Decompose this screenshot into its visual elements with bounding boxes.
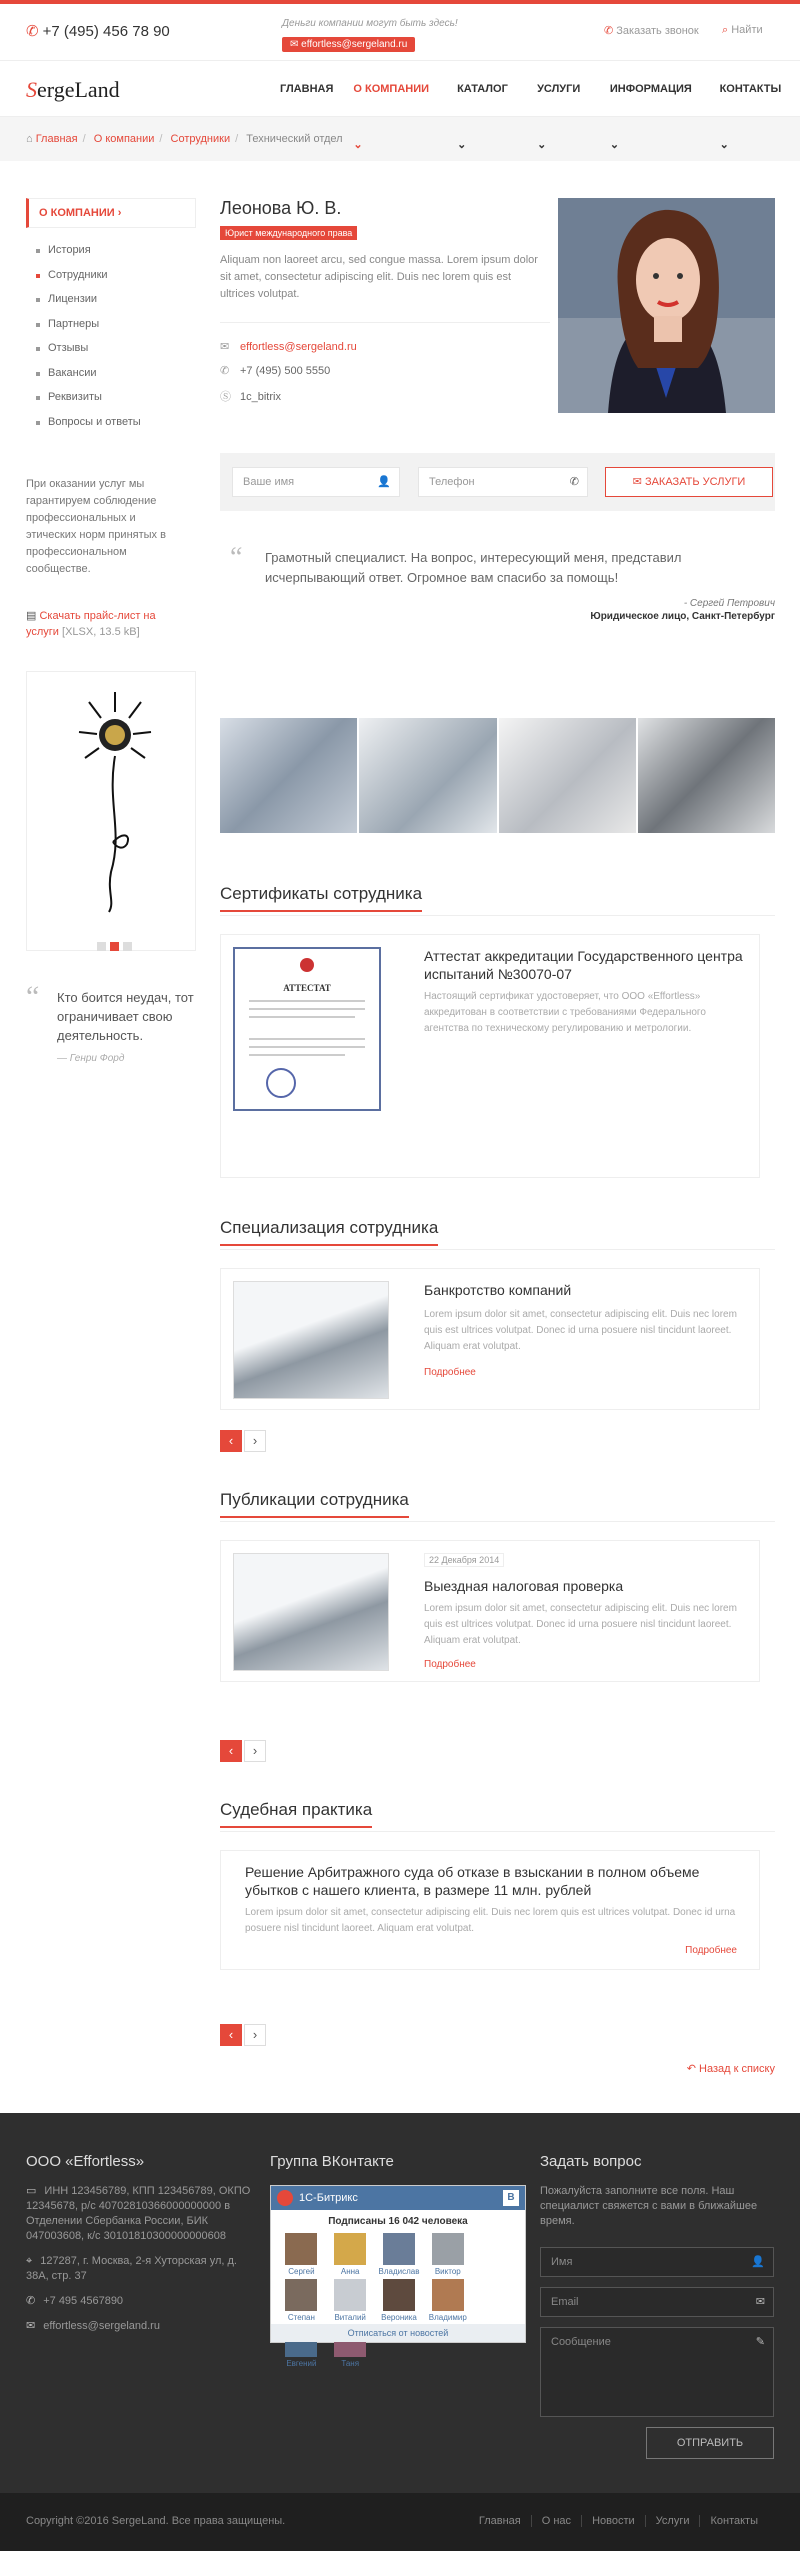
- avatar: [383, 2279, 415, 2311]
- publication-image[interactable]: [233, 1553, 389, 1671]
- sidebar-text: При оказании услуг мы гарантируем соблюдение профессиональных и этических норм принятых в профессиональном сообществе.: [26, 478, 166, 575]
- vk-member-name: Вероника: [381, 2313, 417, 2322]
- footer-address: [26, 2254, 256, 2284]
- divider: [220, 915, 775, 916]
- avatar: [334, 2279, 366, 2311]
- copyright-bar: [0, 2493, 800, 2551]
- specialization-more-link[interactable]: Подробнее: [424, 1367, 476, 1378]
- sidebar-item-staff[interactable]: Сотрудники: [48, 263, 196, 288]
- prev-arrow-icon[interactable]: ‹: [220, 2024, 242, 2046]
- header-question: Деньги компании могут быть здесь!: [282, 18, 458, 29]
- avatar: [432, 2279, 464, 2311]
- specialization-item-text: Lorem ipsum dolor sit amet, consectetur adipiscing elit. Duis nec lorem quis est ultrices volutpat. Donec id urna posuere nisl tincidunt laoreet. Aliquam erat volutpat.: [424, 1309, 737, 1352]
- sidebar-menu: [26, 228, 196, 434]
- breadcrumb-about[interactable]: О компании: [93, 133, 155, 145]
- sidebar-item-reviews[interactable]: Отзывы: [48, 336, 196, 361]
- footer-nav: [469, 2515, 768, 2527]
- gallery-photo-documents[interactable]: [499, 718, 636, 833]
- publication-item-text: Lorem ipsum dolor sit amet, consectetur adipiscing elit. Duis nec lorem quis est ultrices volutpat. Donec id urna posuere nisl tincidunt laoreet. Aliquam erat volutpat.: [424, 1603, 737, 1646]
- sun-flower-image: [27, 672, 197, 932]
- location-icon: ⌖: [26, 2255, 33, 2267]
- nav-item-info-label: ИНФОРМАЦИЯ: [609, 83, 692, 95]
- next-arrow-icon[interactable]: ›: [244, 1430, 266, 1452]
- gallery-photo-meeting[interactable]: [359, 718, 496, 833]
- footer-email-text: effortless@sergeland.ru: [43, 2320, 160, 2332]
- vk-member[interactable]: [277, 2279, 326, 2325]
- callback-label: Заказать звонок: [616, 25, 699, 37]
- card-icon: ▭: [26, 2185, 37, 2197]
- phone-input[interactable]: [418, 467, 588, 497]
- specialization-image[interactable]: [233, 1281, 389, 1399]
- header-email-text: effortless@sergeland.ru: [301, 39, 408, 50]
- vk-widget-header: [271, 2186, 525, 2210]
- slider-dot-active[interactable]: [110, 942, 119, 951]
- footer: [0, 2113, 800, 2493]
- skype-icon: Ⓢ: [220, 391, 231, 403]
- nav-item-services[interactable]: УСЛУГИ ⌄: [537, 83, 581, 151]
- name-input-placeholder: Ваше имя: [243, 476, 295, 488]
- avatar: [432, 2233, 464, 2265]
- logo-mark: S: [26, 77, 37, 102]
- vk-logo-icon: В: [503, 2190, 519, 2206]
- footer-vk-title: Группа ВКонтакте: [270, 2153, 394, 2170]
- vk-member-name: Таня: [341, 2359, 360, 2368]
- search-label: Найти: [731, 24, 763, 36]
- back-icon: ↶: [686, 2063, 696, 2075]
- breadcrumb-home[interactable]: Главная: [35, 133, 78, 145]
- order-button-label: ЗАКАЗАТЬ УСЛУГИ: [644, 476, 746, 488]
- footer-requisites-text: ИНН 123456789, КПП 123456789, ОКПО 12345678, р/с 40702810366000000000 в Отделении Сбербанка России, БИК 047003608, к/с 30101810300000000608: [26, 2185, 251, 2242]
- nav-item-catalog[interactable]: КАТАЛОГ ⌄: [457, 83, 508, 151]
- vk-members: [271, 2233, 525, 2371]
- sidebar-item-vacancies[interactable]: Вакансии: [48, 361, 196, 386]
- nav-item-info[interactable]: ИНФОРМАЦИЯ ⌄: [609, 83, 692, 151]
- vk-member-name: Виктор: [434, 2267, 461, 2276]
- order-form: [220, 453, 775, 511]
- quote-text: Кто боится неудач, тот ограничивает свою деятельность.: [57, 990, 194, 1043]
- vk-member-name: Евгений: [286, 2359, 317, 2368]
- nav-item-about[interactable]: О КОМПАНИИ ⌄: [353, 83, 430, 151]
- header-email[interactable]: ✉ effortless@sergeland.ru: [282, 37, 415, 52]
- certificate-title[interactable]: Аттестат аккредитации Государственного центра испытаний №30070-07: [424, 948, 743, 982]
- phone-input-placeholder: Телефон: [429, 476, 475, 488]
- name-input[interactable]: [232, 467, 400, 497]
- prev-arrow-icon[interactable]: ‹: [220, 1740, 242, 1762]
- divider: [220, 322, 550, 323]
- price-list-format: [XLSX, 13.5 kB]: [62, 626, 140, 638]
- certificate-text: Настоящий сертификат удостоверяет, что ООО «Effortless» аккредитован в соответствии с требованиями Федерального агентства по техническому регулированию и метрологии.: [424, 991, 706, 1034]
- court-practice-card[interactable]: [220, 1850, 760, 1970]
- footer-nav-about[interactable]: О нас: [531, 2515, 581, 2527]
- phone-icon: ✆: [26, 2295, 36, 2307]
- avatar: [285, 2279, 317, 2311]
- review-company: Юридическое лицо, Санкт-Петербург: [590, 611, 775, 622]
- review-text: Грамотный специалист. На вопрос, интересующий меня, представил исчерпывающий ответ. Огромное вам спасибо за помощь!: [265, 550, 682, 585]
- mail-icon: ✉: [220, 341, 230, 353]
- court-pager: [220, 2024, 266, 2046]
- footer-nav-home[interactable]: Главная: [478, 2515, 521, 2527]
- callback-icon: ✆: [604, 25, 614, 37]
- slider-dots: [97, 942, 132, 951]
- sidebar-quote: [26, 980, 196, 1064]
- employee-role-badge: Юрист международного права: [220, 226, 357, 240]
- top-bar: [0, 4, 800, 61]
- footer-email-input[interactable]: [540, 2287, 774, 2317]
- sidebar-slider: [26, 671, 196, 951]
- avatar: [334, 2233, 366, 2265]
- court-practice-title: Судебная практика: [220, 1800, 372, 1828]
- certificate-doc-heading: АТТЕСТАТ: [283, 983, 331, 993]
- sidebar: [26, 198, 196, 1064]
- vk-member-name: Виталий: [334, 2313, 366, 2322]
- logo-text: ergeLand: [37, 77, 120, 102]
- order-services-button[interactable]: ✉ ЗАКАЗАТЬ УСЛУГИ: [605, 467, 773, 497]
- breadcrumb-staff[interactable]: Сотрудники: [170, 133, 231, 145]
- avatar: [285, 2233, 317, 2265]
- footer-ask-title: Задать вопрос: [540, 2153, 642, 2170]
- site-logo[interactable]: [26, 77, 120, 103]
- footer-message-textarea[interactable]: [540, 2327, 774, 2417]
- quote-icon: “: [26, 980, 40, 1013]
- review-author: - Сергей Петрович: [683, 598, 775, 609]
- home-icon: ⌂: [26, 133, 33, 145]
- phone-icon: ✆: [220, 365, 230, 377]
- court-item-title[interactable]: Решение Арбитражного суда об отказе в взыскании в полном объеме убытков с нашего клиента, в размере 11 млн. рублей: [245, 1864, 700, 1898]
- phone-icon: ✆: [26, 23, 39, 40]
- footer-phone-text: +7 495 4567890: [43, 2295, 124, 2307]
- vk-member-name: Владимир: [428, 2313, 467, 2322]
- vk-member-name: Сергей: [288, 2267, 315, 2276]
- next-arrow-icon[interactable]: ›: [244, 1740, 266, 1762]
- vk-unsubscribe[interactable]: Отписаться от новостей: [271, 2324, 525, 2342]
- footer-company: [26, 2153, 256, 2344]
- vk-member[interactable]: [277, 2233, 326, 2279]
- footer-nav-contacts[interactable]: Контакты: [699, 2515, 768, 2527]
- vk-subscribers: Подписаны 16 042 человека: [328, 2216, 468, 2227]
- nav-item-contacts[interactable]: КОНТАКТЫ ⌄: [719, 83, 782, 151]
- slider-dot[interactable]: [97, 942, 106, 951]
- nav-item-contacts-label: КОНТАКТЫ: [719, 83, 782, 95]
- next-arrow-icon[interactable]: ›: [244, 2024, 266, 2046]
- bitrix-logo-icon: [277, 2190, 293, 2206]
- copyright-text: Copyright ©2016 SergeLand. Все права защищены.: [26, 2515, 286, 2527]
- user-icon: 👤: [377, 476, 391, 488]
- vk-widget[interactable]: [270, 2185, 526, 2368]
- footer-vk: [270, 2153, 394, 2184]
- gallery-photo-callcenter[interactable]: [220, 718, 357, 833]
- slider-dot[interactable]: [123, 942, 132, 951]
- court-item-text: Lorem ipsum dolor sit amet, consectetur adipiscing elit. Duis nec lorem quis est ultrices volutpat. Donec id urna posuere nisl tincidunt laoreet. Aliquam erat volutpat.: [245, 1907, 736, 1934]
- sidebar-item-licenses[interactable]: Лицензии: [48, 287, 196, 312]
- footer-name-input[interactable]: [540, 2247, 774, 2277]
- footer-name-placeholder: Имя: [551, 2256, 573, 2268]
- nav-item-about-label: О КОМПАНИИ: [353, 83, 430, 95]
- back-to-list-link[interactable]: [687, 2062, 775, 2075]
- employee-description: Aliquam non laoreet arcu, sed congue massa. Lorem ipsum dolor sit amet, consectetur adipiscing elit. Duis nec lorem quis est ultrices volutpat.: [220, 254, 538, 300]
- vk-member[interactable]: [326, 2233, 375, 2279]
- publication-item-title[interactable]: Выездная налоговая проверка: [424, 1578, 624, 1594]
- pencil-icon: ✎: [755, 2336, 765, 2348]
- header-phone-text: +7 (495) 456 78 90: [42, 23, 170, 40]
- employee-email-link[interactable]: effortless@sergeland.ru: [240, 341, 357, 353]
- quote-author: — Генри Форд: [57, 1053, 125, 1064]
- vk-member-name: Анна: [340, 2267, 360, 2276]
- nav-item-services-label: УСЛУГИ: [537, 83, 581, 95]
- employee-skype-text: 1c_bitrix: [240, 391, 281, 403]
- certificate-card[interactable]: [220, 934, 760, 1178]
- footer-company-title: ООО «Effortless»: [26, 2153, 145, 2170]
- specialization-title: Специализация сотрудника: [220, 1218, 438, 1246]
- footer-requisites: [26, 2184, 256, 2244]
- search-link[interactable]: [722, 24, 763, 37]
- vk-group-name: 1С-Битрикс: [299, 2192, 358, 2204]
- employee-skype: [220, 388, 281, 404]
- certificates-title: Сертификаты сотрудника: [220, 884, 422, 912]
- employee-phone-text: +7 (495) 500 5550: [240, 365, 331, 377]
- certificate-image[interactable]: [233, 947, 381, 1111]
- certificate-document: [235, 949, 379, 1109]
- phone-icon: ✆: [569, 476, 579, 488]
- specialization-card[interactable]: [220, 1268, 760, 1410]
- employee-email[interactable]: [220, 340, 357, 353]
- vk-member[interactable]: [375, 2279, 424, 2325]
- publications-pager: [220, 1740, 266, 1762]
- callback-link[interactable]: [604, 24, 699, 37]
- footer-ask: [540, 2153, 780, 2459]
- divider: [220, 1521, 775, 1522]
- header-phone[interactable]: [26, 22, 170, 40]
- divider: [220, 1831, 775, 1832]
- portrait-image: [558, 198, 775, 413]
- quote-icon: “: [230, 542, 243, 573]
- nav-item-home[interactable]: ГЛАВНАЯ: [280, 83, 334, 95]
- vk-member[interactable]: [423, 2279, 472, 2325]
- employee-review: [230, 542, 775, 622]
- file-icon: ▤: [26, 610, 37, 622]
- footer-phone: [26, 2294, 256, 2309]
- sidebar-title-text: О КОМПАНИИ: [39, 207, 115, 219]
- publication-card[interactable]: [220, 1540, 760, 1682]
- price-list: [26, 608, 186, 640]
- specialization-pager: [220, 1430, 266, 1452]
- nav-item-catalog-label: КАТАЛОГ: [457, 83, 508, 95]
- sidebar-item-history[interactable]: История: [48, 238, 196, 263]
- publication-more-link[interactable]: Подробнее: [424, 1659, 476, 1670]
- footer-message-placeholder: Сообщение: [551, 2336, 611, 2348]
- court-more-link[interactable]: Подробнее: [685, 1945, 737, 1956]
- footer-nav-services[interactable]: Услуги: [645, 2515, 700, 2527]
- sidebar-item-requisites[interactable]: Реквизиты: [48, 385, 196, 410]
- gallery-photo-glasses[interactable]: [638, 718, 775, 833]
- footer-email[interactable]: [26, 2319, 256, 2334]
- divider: [220, 1249, 775, 1250]
- avatar: [383, 2233, 415, 2265]
- publication-date: 22 Декабря 2014: [424, 1553, 504, 1567]
- footer-nav-news[interactable]: Новости: [581, 2515, 645, 2527]
- mail-icon: ✉: [755, 2296, 765, 2308]
- breadcrumb-current: Технический отдел: [246, 133, 343, 145]
- footer-ask-text: Пожалуйста заполните все поля. Наш специалист свяжется с вами в ближайшее время.: [540, 2185, 758, 2227]
- vk-member[interactable]: [326, 2279, 375, 2325]
- employee-name: Леонова Ю. В.: [220, 198, 342, 218]
- prev-arrow-icon[interactable]: ‹: [220, 1430, 242, 1452]
- sidebar-item-faq[interactable]: Вопросы и ответы: [48, 410, 196, 435]
- vk-member-name: Степан: [287, 2313, 315, 2322]
- price-list-link[interactable]: Скачать прайс-лист на услуги: [26, 610, 156, 638]
- sidebar-title[interactable]: О КОМПАНИИ ›: [26, 198, 196, 228]
- back-to-list-label: Назад к списку: [699, 2063, 775, 2075]
- mail-icon: ✉: [26, 2320, 36, 2332]
- footer-email-placeholder: Email: [551, 2296, 579, 2308]
- publications-title: Публикации сотрудника: [220, 1490, 409, 1518]
- send-button[interactable]: ОТПРАВИТЬ: [646, 2427, 774, 2459]
- photo-gallery: [220, 718, 775, 833]
- specialization-item-title[interactable]: Банкротство компаний: [424, 1282, 572, 1298]
- sidebar-item-partners[interactable]: Партнеры: [48, 312, 196, 337]
- vk-member-name: Владислав: [378, 2267, 420, 2276]
- user-icon: 👤: [751, 2256, 765, 2268]
- vk-member[interactable]: [375, 2233, 424, 2279]
- vk-member[interactable]: [423, 2233, 472, 2279]
- employee-phone: [220, 364, 330, 377]
- footer-address-text: 127287, г. Москва, 2-я Хуторская ул, д. 38А, стр. 37: [26, 2255, 237, 2282]
- breadcrumb: ⌂ Главная / О компании / Сотрудники / Технический отдел: [0, 117, 800, 161]
- employee-photo: [558, 198, 775, 413]
- search-icon: ⌕: [722, 24, 729, 36]
